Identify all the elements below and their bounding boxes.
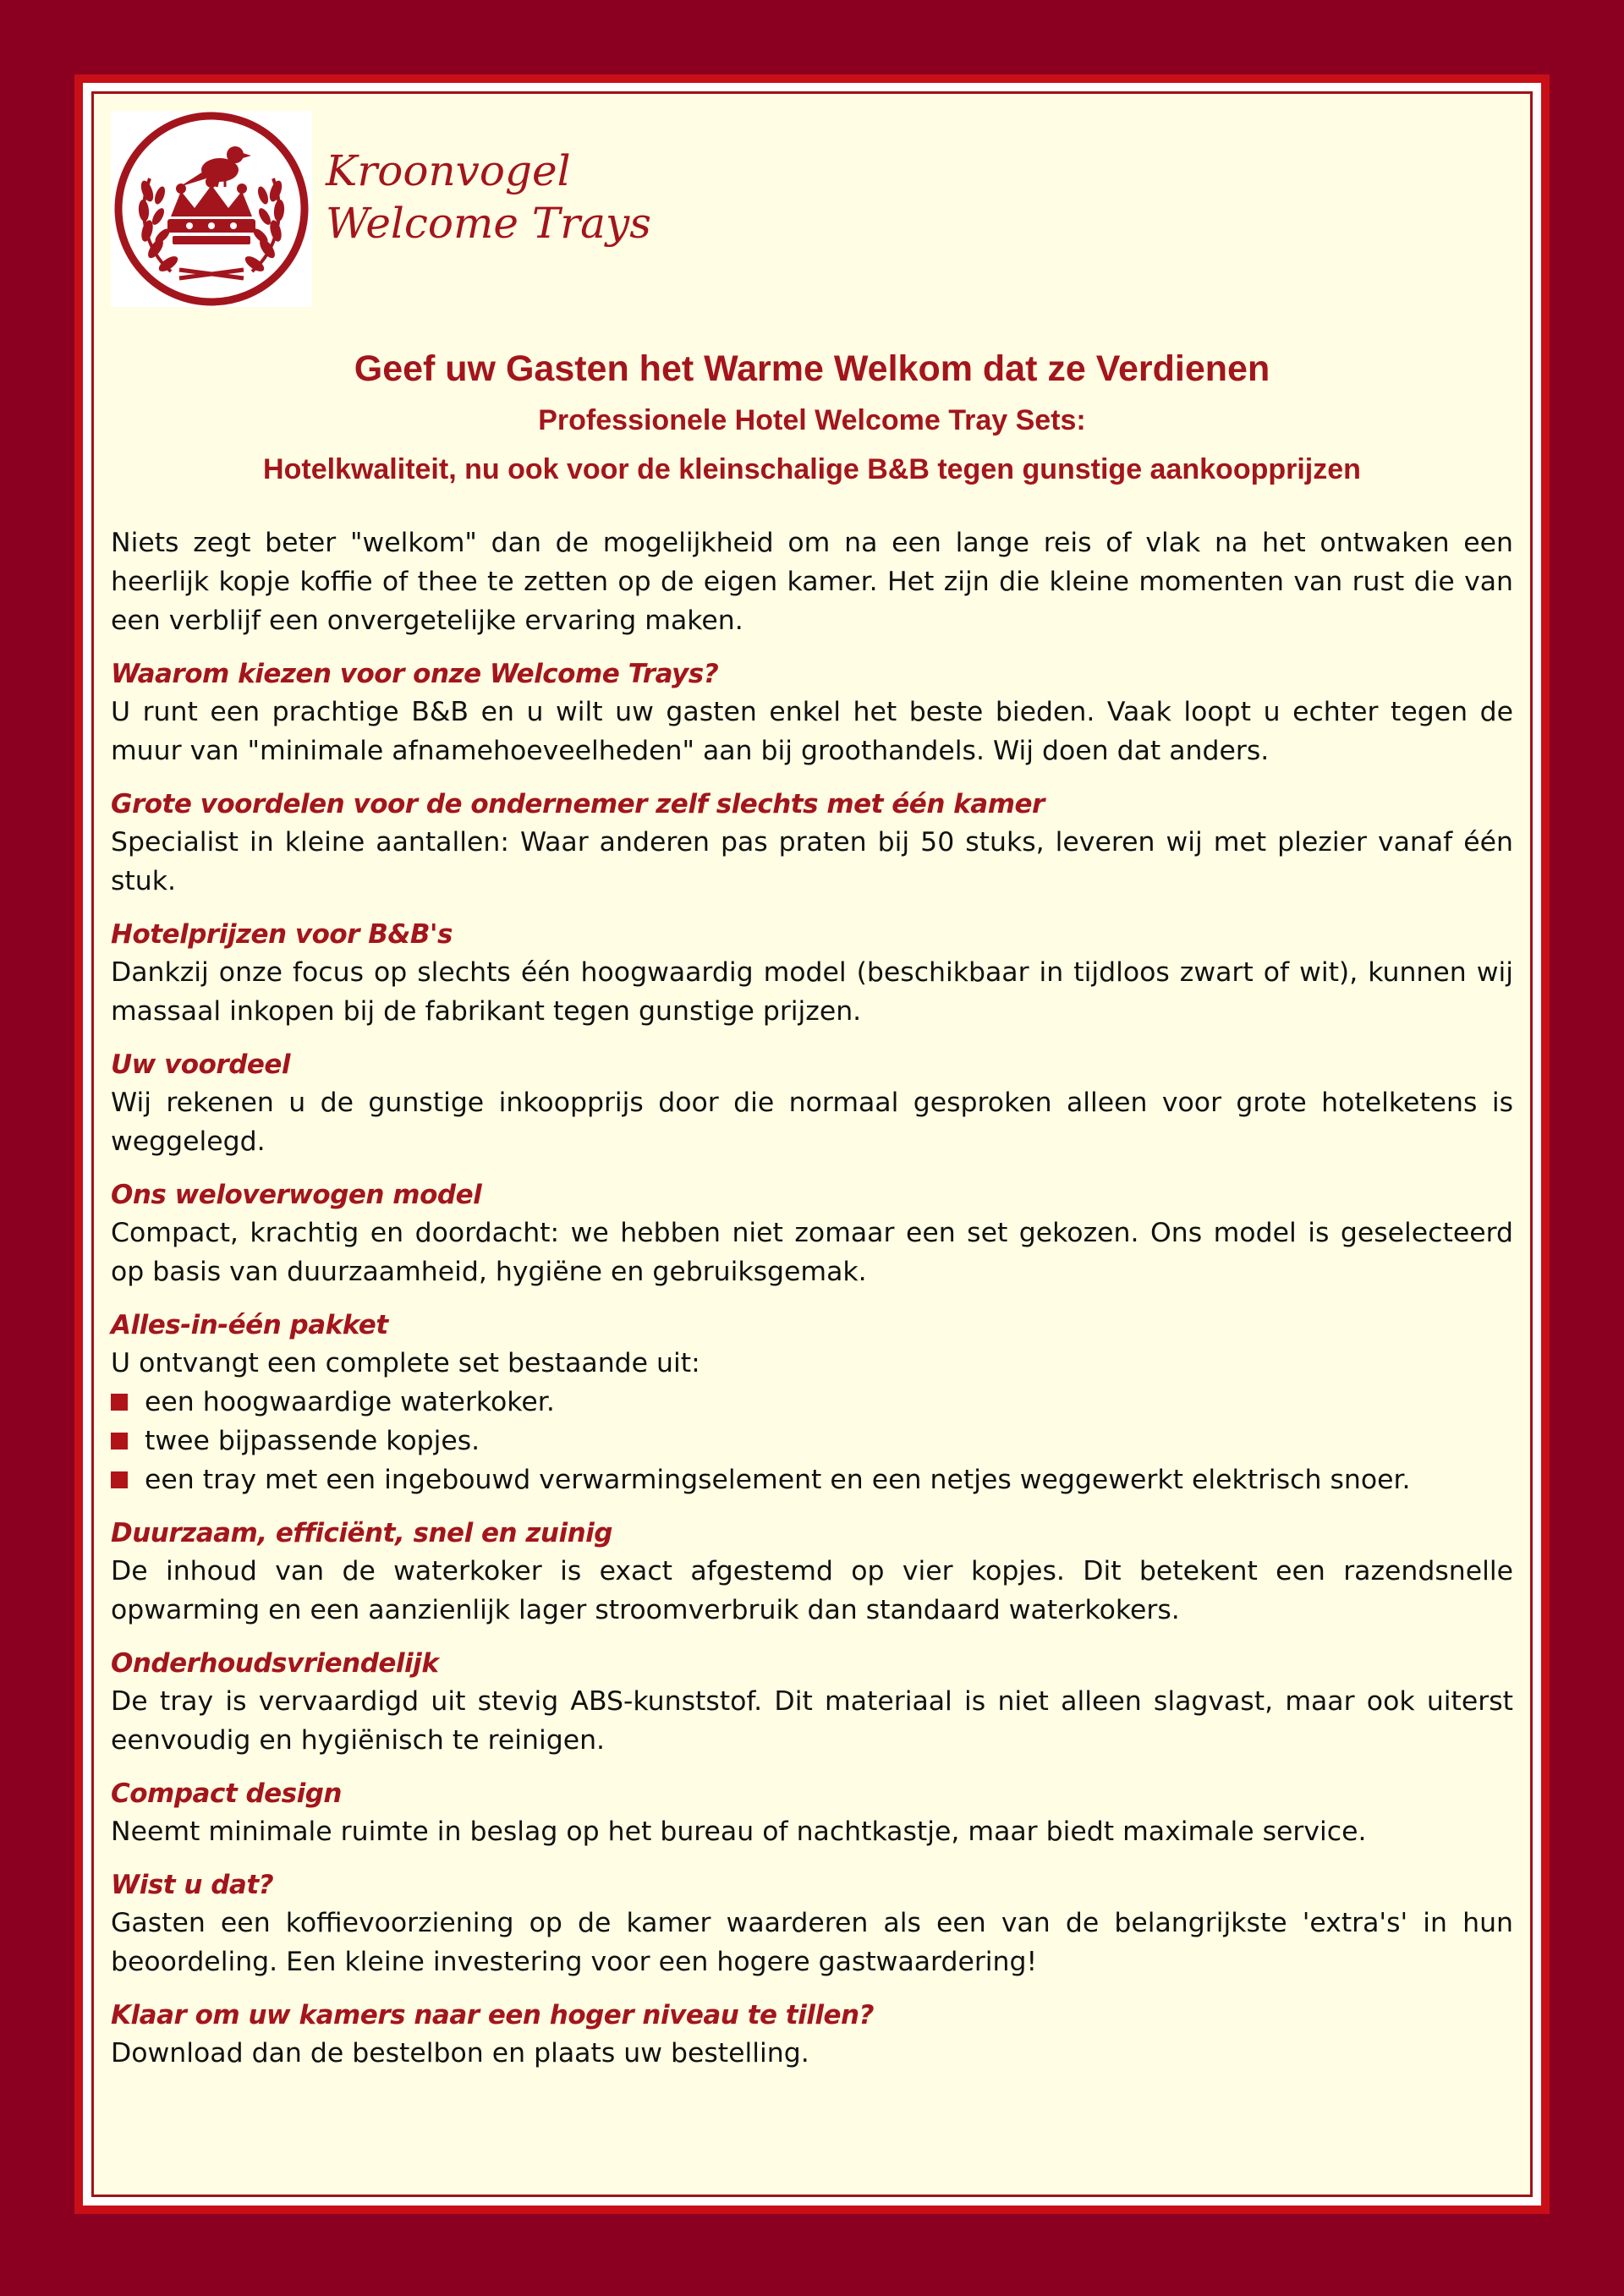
section-text: Specialist in kleine aantallen: Waar anderen pas praten bij 50 stuks, leveren wij met plezier vanaf één stuk. (111, 827, 1513, 896)
section-text: De inhoud van de waterkoker is exact afgestemd op vier kopjes. Dit betekent een razendsnelle opwarming en een aanzienlijk lager stroomverbruik dan standaard waterkokers. (111, 1556, 1513, 1625)
section-heading: Alles-in-één pakket (111, 1310, 388, 1340)
section-call-to-action (111, 1997, 1513, 2073)
brand-line-2: Welcome Trays (326, 199, 651, 248)
section-heading: Waarom kiezen voor onze Welcome Trays? (111, 659, 719, 689)
section-model (111, 1176, 1513, 1291)
package-contents-list (111, 1383, 1513, 1499)
page-frame (74, 74, 1550, 2214)
section-heading: Wist u dat? (111, 1870, 274, 1900)
header (111, 111, 1513, 310)
logo (111, 111, 312, 307)
section-text: Compact, krachtig en doordacht: we hebben niet zomaar een set gekozen. Ons model is geselecteerd op basis van duurzaamheid, hygiëne en gebruiksgemak. (111, 1218, 1513, 1287)
document-panel (91, 91, 1533, 2197)
section-why-choose (111, 655, 1513, 770)
page-title: Geef uw Gasten het Warme Welkom dat ze Verdienen (354, 348, 1270, 389)
document-body (111, 523, 1513, 2073)
section-text: Neemt minimale ruimte in beslag op het bureau of nachtkastje, maar biedt maximale service. (111, 1817, 1367, 1847)
title-block (111, 346, 1513, 490)
page-tagline: Hotelkwaliteit, nu ook voor de kleinschalige B&B tegen gunstige aankoopprijzen (263, 453, 1361, 485)
square-bullet-icon (111, 1394, 128, 1411)
section-did-you-know (111, 1866, 1513, 1981)
list-item (111, 1383, 1513, 1422)
crown-bird-laurel-logo-icon (112, 111, 311, 307)
document-content (111, 111, 1513, 2178)
section-compact-design (111, 1775, 1513, 1851)
section-text: U runt een prachtige B&B en u wilt uw gasten enkel het beste bieden. Vaak loopt u echter tegen de muur van "minimale afnamehoeveelheden" aan bij groothandels. Wij doen dat anders. (111, 697, 1513, 766)
list-item (111, 1460, 1513, 1499)
page-subtitle: Professionele Hotel Welcome Tray Sets: (538, 404, 1086, 436)
list-item (111, 1422, 1513, 1460)
list-item-text: twee bijpassende kopjes. (145, 1426, 480, 1456)
square-bullet-icon (111, 1433, 128, 1449)
section-heading: Uw voordeel (111, 1049, 291, 1080)
square-bullet-icon (111, 1471, 128, 1488)
section-text: De tray is vervaardigd uit stevig ABS-kunststof. Dit materiaal is niet alleen slagvast, maar ook uiterst eenvoudig en hygiënisch te reinigen. (111, 1686, 1513, 1756)
section-all-in-one (111, 1307, 1513, 1499)
intro-paragraph: Niets zegt beter "welkom" dan de mogelijkheid om na een lange reis of vlak na het ontwaken een heerlijk kopje koffie of thee te zetten op de eigen kamer. Het zijn die kleine momenten van rust die van een verblijf een onvergetelijke ervaring maken. (111, 528, 1513, 636)
brand-line-1: Kroonvogel (326, 146, 571, 195)
brand-name (326, 145, 651, 249)
section-heading: Hotelprijzen voor B&B's (111, 919, 453, 950)
section-sustainable (111, 1515, 1513, 1630)
section-heading: Compact design (111, 1778, 342, 1809)
section-heading: Ons weloverwogen model (111, 1180, 482, 1210)
section-heading: Klaar om uw kamers naar een hoger niveau te tillen? (111, 2000, 875, 2030)
frame-white-border (83, 83, 1541, 2206)
list-item-text: een tray met een ingebouwd verwarmingselement en een netjes weggewerkt elektrisch snoer. (145, 1465, 1411, 1495)
section-heading: Onderhoudsvriendelijk (111, 1648, 439, 1679)
section-text: Gasten een koffievoorziening op de kamer waarderen als een van de belangrijkste 'extra's' in hun beoordeling. Een kleine investering voor een hogere gastwaardering! (111, 1908, 1513, 1977)
list-item-text: een hoogwaardige waterkoker. (145, 1387, 555, 1417)
section-heading: Duurzaam, efficiënt, snel en zuinig (111, 1518, 612, 1548)
section-text: Dankzij onze focus op slechts één hoogwaardig model (beschikbaar in tijdloos zwart of wit), kunnen wij massaal inkopen bij de fabrikant tegen gunstige prijzen. (111, 957, 1513, 1027)
section-heading: Grote voordelen voor de ondernemer zelf slechts met één kamer (111, 789, 1045, 819)
section-your-advantage (111, 1046, 1513, 1161)
section-maintenance (111, 1645, 1513, 1760)
section-hotel-prices (111, 916, 1513, 1031)
section-text: Download dan de bestelbon en plaats uw bestelling. (111, 2038, 809, 2069)
section-text: Wij rekenen u de gunstige inkoopprijs door die normaal gesproken alleen voor grote hotelketens is weggelegd. (111, 1088, 1513, 1157)
section-benefits-one-room (111, 786, 1513, 901)
section-text: U ontvangt een complete set bestaande uit: (111, 1348, 700, 1378)
